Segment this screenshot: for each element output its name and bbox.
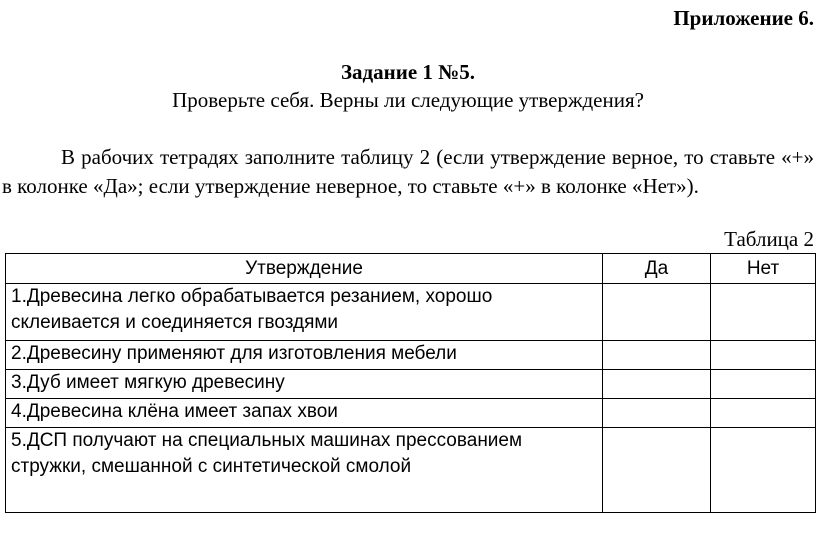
table-row <box>6 370 816 399</box>
table-caption: Таблица 2 <box>724 227 814 251</box>
table-header-row <box>6 254 816 284</box>
yes-cell[interactable] <box>603 284 711 341</box>
statement-cell: 1.Древесина легко обрабатывается резанием, хорошо склеивается и соединяется гвоздями <box>6 284 603 341</box>
statement-cell: 2.Древесину применяют для изготовления мебели <box>6 341 603 370</box>
no-cell[interactable] <box>711 370 816 399</box>
task-subtitle: Проверьте себя. Верны ли следующие утверждения? <box>172 88 644 112</box>
yes-cell[interactable] <box>603 428 711 513</box>
no-cell[interactable] <box>711 399 816 428</box>
table-row <box>6 428 816 513</box>
task-instruction: В рабочих тетрадях заполните таблицу 2 (если утверждение верное, то ставьте «+» в колонке «Да»; если утверждение неверное, то ставьте «+» в колонке «Нет»). <box>2 145 814 198</box>
yes-cell[interactable] <box>603 399 711 428</box>
column-header-statement: Утверждение <box>6 254 603 284</box>
table-row <box>6 341 816 370</box>
column-header-no: Нет <box>711 254 816 284</box>
table-row <box>6 284 816 341</box>
no-cell[interactable] <box>711 284 816 341</box>
statements-table <box>5 253 816 513</box>
statement-cell: 5.ДСП получают на специальных машинах прессованием стружки, смешанной с синтетической смолой <box>6 428 603 513</box>
task-title: Задание 1 №5. <box>340 60 476 84</box>
no-cell[interactable] <box>711 341 816 370</box>
column-header-yes: Да <box>603 254 711 284</box>
table-row <box>6 399 816 428</box>
yes-cell[interactable] <box>603 370 711 399</box>
appendix-label: Приложение 6. <box>673 6 814 30</box>
statement-cell: 3.Дуб имеет мягкую древесину <box>6 370 603 399</box>
statement-cell: 4.Древесина клёна имеет запах хвои <box>6 399 603 428</box>
no-cell[interactable] <box>711 428 816 513</box>
yes-cell[interactable] <box>603 341 711 370</box>
